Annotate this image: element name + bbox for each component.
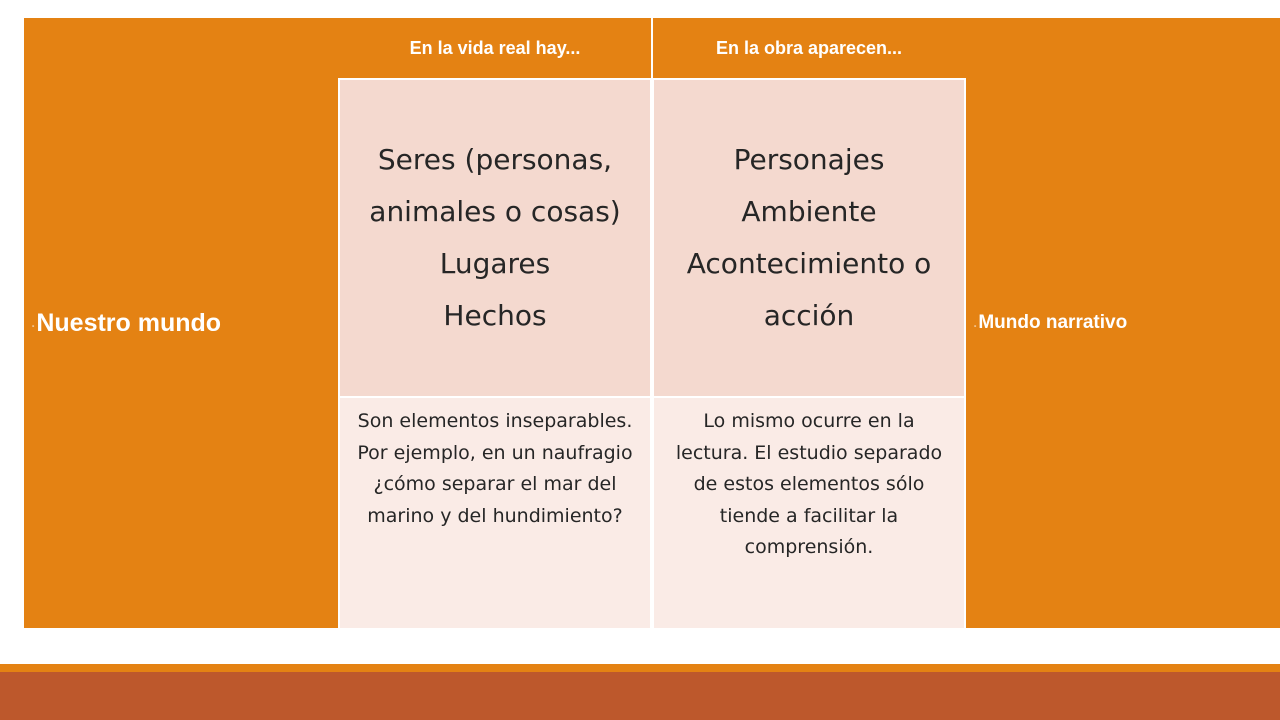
comparison-table [24,18,1280,628]
column-divider [651,80,653,628]
row-divider [340,396,964,398]
right-label: Mundo narrativo [978,312,1128,333]
footer-accent-line [0,664,1280,672]
work-item: Personajes [733,143,885,176]
work-items [654,80,964,396]
work-item: acción [763,299,855,332]
work-note: Lo mismo ocurre en la lectura. El estudio separado de estos elementos sólo tiende a facilitar la comprensión. [654,398,964,628]
footer-bar [0,672,1280,720]
header-divider [651,18,653,78]
header-work: En la obra aparecen... [652,18,966,78]
left-bullet: - [32,322,35,330]
real-life-items [340,80,650,396]
work-item: Acontecimiento o [686,247,932,280]
real-item: Lugares [439,247,551,280]
real-item: Seres (personas, [377,143,613,176]
right-panel [966,18,1280,628]
left-panel [24,18,338,628]
left-label: Nuestro mundo [36,308,222,337]
real-item: Hechos [443,299,547,332]
right-bullet: - [974,322,977,330]
header-real-life: En la vida real hay... [338,18,652,78]
real-life-note: Son elementos inseparables. Por ejemplo, en un naufragio ¿cómo separar el mar del marino y del hundimiento? [340,398,650,628]
real-item: animales o cosas) [369,195,621,228]
work-item: Ambiente [741,195,877,228]
